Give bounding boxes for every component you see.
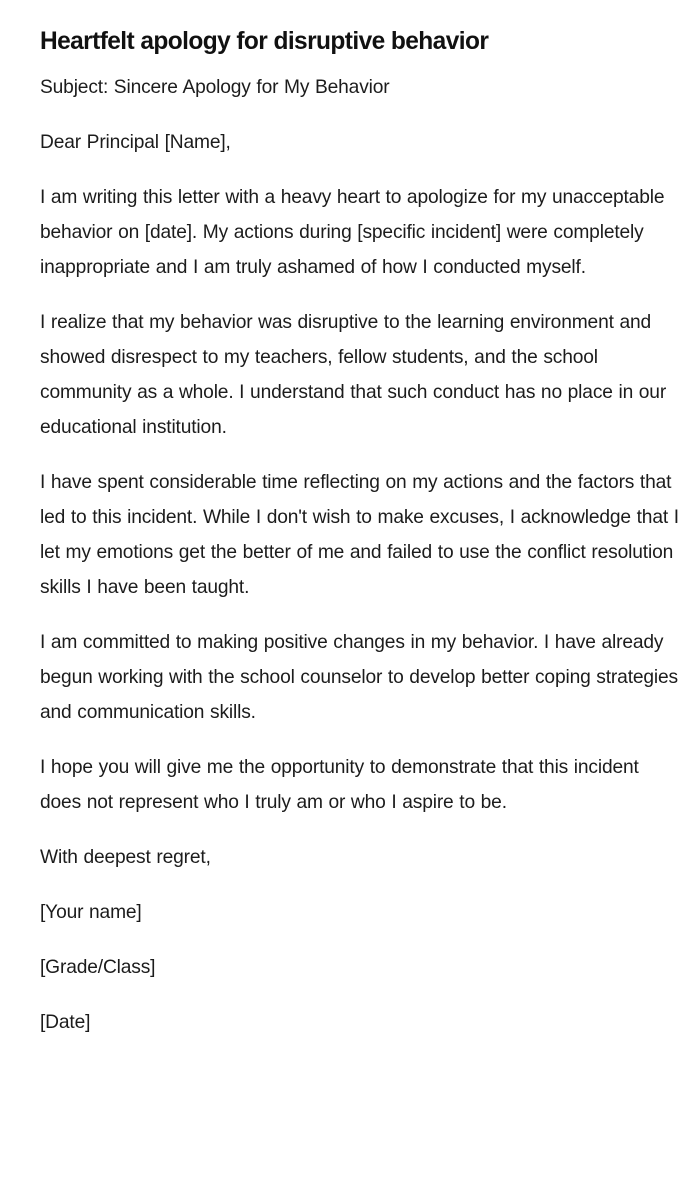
letter-paragraph-4: I am committed to making positive changes in my behavior. I have already begun working with the school counselor to develop better coping strategies and communication skills. [40, 632, 678, 723]
letter-paragraph-5: I hope you will give me the opportunity to demonstrate that this incident does not represent who I truly am or who I aspire to be. [40, 757, 639, 813]
letter-closing: With deepest regret, [40, 847, 211, 868]
letter-subject: Subject: Sincere Apology for My Behavior [40, 77, 390, 98]
letter-paragraph-2: I realize that my behavior was disruptive to the learning environment and showed disrespect to my teachers, fellow students, and the school community as a whole. I understand that such conduct has no place in our educational institution. [40, 312, 667, 438]
letter-body [40, 70, 679, 1040]
signature-name: [Your name] [40, 902, 142, 923]
letter-paragraph-1: I am writing this letter with a heavy heart to apologize for my unacceptable behavior on [date]. My actions during [specific incident] were completely inappropriate and I am truly ashamed of how I conducted myself. [40, 187, 665, 278]
signature-grade-class: [Grade/Class] [40, 957, 156, 978]
letter-paragraph-3: I have spent considerable time reflecting on my actions and the factors that led to this incident. While I don't wish to make excuses, I acknowledge that I let my emotions get the better of me and failed to use the conflict resolution skills I have been taught. [40, 472, 679, 598]
letter-salutation: Dear Principal [Name], [40, 132, 231, 153]
document-title: Heartfelt apology for disruptive behavior [40, 27, 489, 55]
signature-date: [Date] [40, 1012, 91, 1033]
